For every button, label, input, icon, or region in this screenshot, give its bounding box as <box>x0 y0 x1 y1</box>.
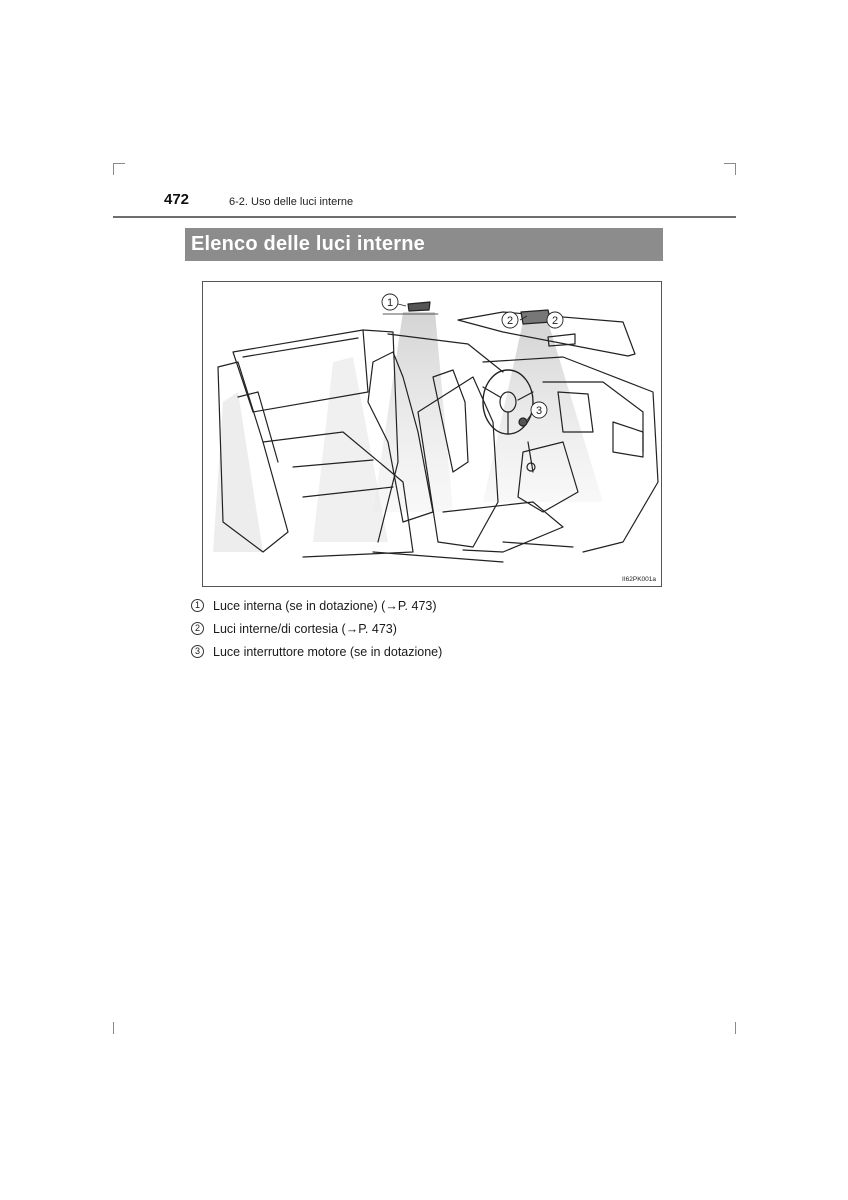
crop-mark-top-left-h <box>113 163 125 164</box>
legend-number: 3 <box>191 645 204 658</box>
page-title: Elenco delle luci interne <box>191 233 425 255</box>
legend-item <box>191 617 442 640</box>
light-beam-4 <box>313 357 388 542</box>
figure-code: II62PK001a <box>622 576 656 583</box>
legend-text: Luce interna (se in dotazione) (→P. 473) <box>213 598 437 613</box>
legend-text: Luce interruttore motore (se in dotazione) <box>213 644 443 659</box>
legend-number: 1 <box>191 599 204 612</box>
crop-mark-bottom-right <box>735 1022 736 1034</box>
crop-mark-top-right-h <box>724 163 736 164</box>
crop-mark-top-right-v <box>735 163 736 175</box>
car-interior-drawing <box>203 282 661 586</box>
header-rule <box>113 216 736 218</box>
legend-item <box>191 640 442 663</box>
page-number: 472 <box>164 191 190 208</box>
interior-lights-illustration <box>202 281 662 587</box>
callout-1-label: 1 <box>386 297 394 309</box>
callout-3-label: 3 <box>535 405 543 417</box>
legend-list <box>191 594 442 663</box>
callout-2a-label: 2 <box>506 315 514 327</box>
section-label: 6-2. Uso delle luci interne <box>229 196 354 208</box>
callout-2b-label: 2 <box>551 315 559 327</box>
title-bar <box>185 228 663 261</box>
legend-text: Luci interne/di cortesia (→P. 473) <box>213 621 397 636</box>
engine-switch-light <box>519 418 527 426</box>
legend-number: 2 <box>191 622 204 635</box>
crop-mark-top-left-v <box>113 163 114 175</box>
crop-mark-bottom-left <box>113 1022 114 1034</box>
legend-item <box>191 594 442 617</box>
dome-lamp-shape <box>408 302 430 311</box>
